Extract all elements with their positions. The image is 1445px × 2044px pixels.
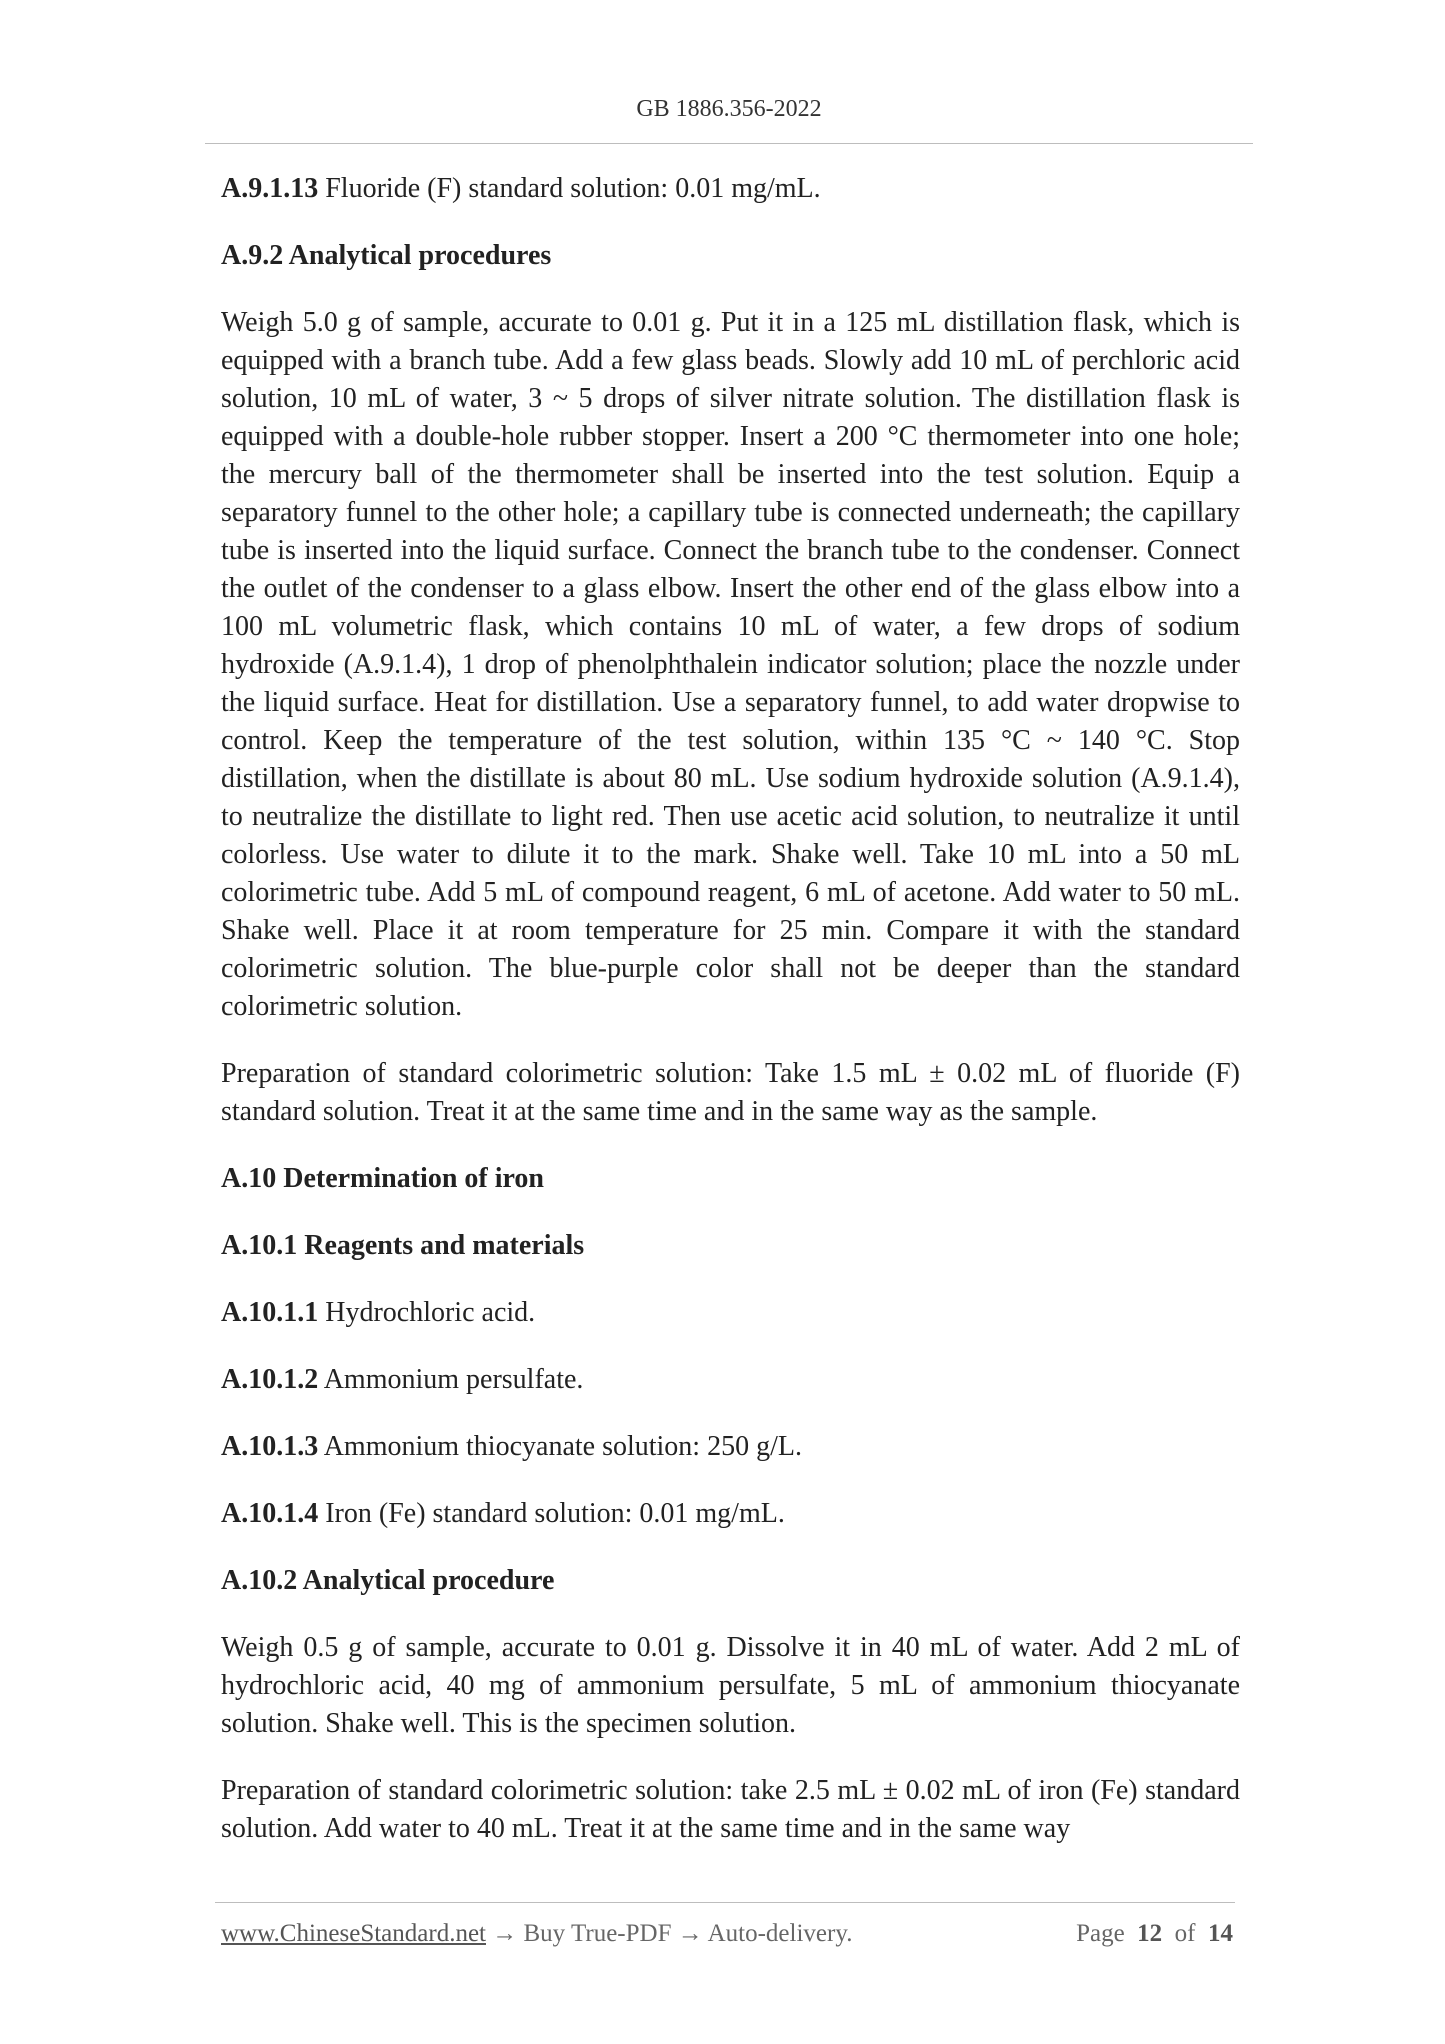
standard-preparation-paragraph-iron: Preparation of standard colorimetric solution: take 2.5 mL ± 0.02 mL of iron (Fe) standard solution. Add water to 40 mL. Treat it at the same time and in the same way [221, 1775, 1240, 1844]
section-heading-a92: A.9.2 Analytical procedures [221, 240, 552, 271]
page-indicator [1076, 1920, 1233, 1948]
standard-preparation-paragraph-fluoride: Preparation of standard colorimetric solution: Take 1.5 mL ± 0.02 mL of fluoride (F) standard solution. Treat it at the same time and in the same way as the sample. [221, 1058, 1240, 1127]
section-heading-a10: A.10 Determination of iron [221, 1163, 544, 1194]
footer-divider [215, 1902, 1235, 1903]
document-id: GB 1886.356-2022 [636, 96, 822, 122]
current-page-number: 12 [1137, 1920, 1163, 1947]
clause-a1011 [221, 1294, 1240, 1332]
clause-a1012 [221, 1361, 1240, 1399]
procedure-paragraph-fluoride: Weigh 5.0 g of sample, accurate to 0.01 g. Put it in a 125 mL distillation flask, which is equipped with a branch tube. Add a few glass beads. Slowly add 10 mL of perchloric acid solution, 10 mL of water, 3 ~ 5 drops of silver nitrate solution. The distillation flask is equipped with a double-hole rubber stopper. Insert a 200 °C thermometer into one hole; the mercury ball of the thermometer shall be inserted into the test solution. Equip a separatory funnel to the other hole; a capillary tube is connected underneath; the capillary tube is inserted into the liquid surface. Connect the branch tube to the condenser. Connect the outlet of the condenser to a glass elbow. Insert the other end of the glass elbow into a 100 mL volumetric flask, which contains 10 mL of water, a few drops of sodium hydroxide (A.9.1.4), 1 drop of phenolphthalein indicator solution; place the nozzle under the liquid surface. Heat for distillation. Use a separatory funnel, to add water dropwise to control. Keep the temperature of the test solution, within 135 °C ~ 140 °C. Stop distillation, when the distillate is about 80 mL. Use sodium hydroxide solution (A.9.1.4), to neutralize the distillate to light red. Then use acetic acid solution, to neutralize it until colorless. Use water to dilute it to the mark. Shake well. Take 10 mL into a 50 mL colorimetric tube. Add 5 mL of compound reagent, 6 mL of acetone. Add water to 50 mL. Shake well. Place it at room temperature for 25 min. Compare it with the standard colorimetric solution. The blue-purple color shall not be deeper than the standard colorimetric solution. [221, 307, 1240, 1022]
clause-text: Ammonium thiocyanate solution: 250 g/L. [318, 1431, 802, 1462]
page-content [221, 170, 1240, 1877]
section-heading-a101: A.10.1 Reagents and materials [221, 1230, 585, 1261]
header-divider [205, 143, 1253, 144]
clause-number: A.10.1.1 [221, 1297, 319, 1328]
clause-number: A.9.1.13 [221, 173, 319, 204]
section-heading-a102: A.10.2 Analytical procedure [221, 1565, 555, 1596]
clause-a1014 [221, 1495, 1240, 1533]
clause-text: Ammonium persulfate. [318, 1364, 584, 1395]
page-footer [221, 1920, 1233, 1956]
clause-number: A.10.1.4 [221, 1498, 319, 1529]
footer-promo [221, 1920, 852, 1948]
page-header [205, 96, 1253, 123]
clause-a1013 [221, 1428, 1240, 1466]
website-link[interactable]: www.ChineseStandard.net [221, 1920, 486, 1947]
clause-number: A.10.1.2 [221, 1364, 319, 1395]
footer-promo-text: → Buy True-PDF → Auto-delivery. [486, 1920, 853, 1947]
clause-text: Iron (Fe) standard solution: 0.01 mg/mL. [318, 1498, 785, 1529]
of-word: of [1174, 1920, 1196, 1947]
clause-text: Hydrochloric acid. [318, 1297, 536, 1328]
total-pages: 14 [1208, 1920, 1233, 1947]
procedure-paragraph-iron: Weigh 0.5 g of sample, accurate to 0.01 g. Dissolve it in 40 mL of water. Add 2 mL of hydrochloric acid, 40 mg of ammonium persulfate, 5 mL of ammonium thiocyanate solution. Shake well. This is the specimen solution. [221, 1632, 1240, 1739]
clause-a9113 [221, 170, 1240, 208]
page-word: Page [1076, 1920, 1125, 1947]
clause-text: Fluoride (F) standard solution: 0.01 mg/mL. [318, 173, 821, 204]
clause-number: A.10.1.3 [221, 1431, 319, 1462]
